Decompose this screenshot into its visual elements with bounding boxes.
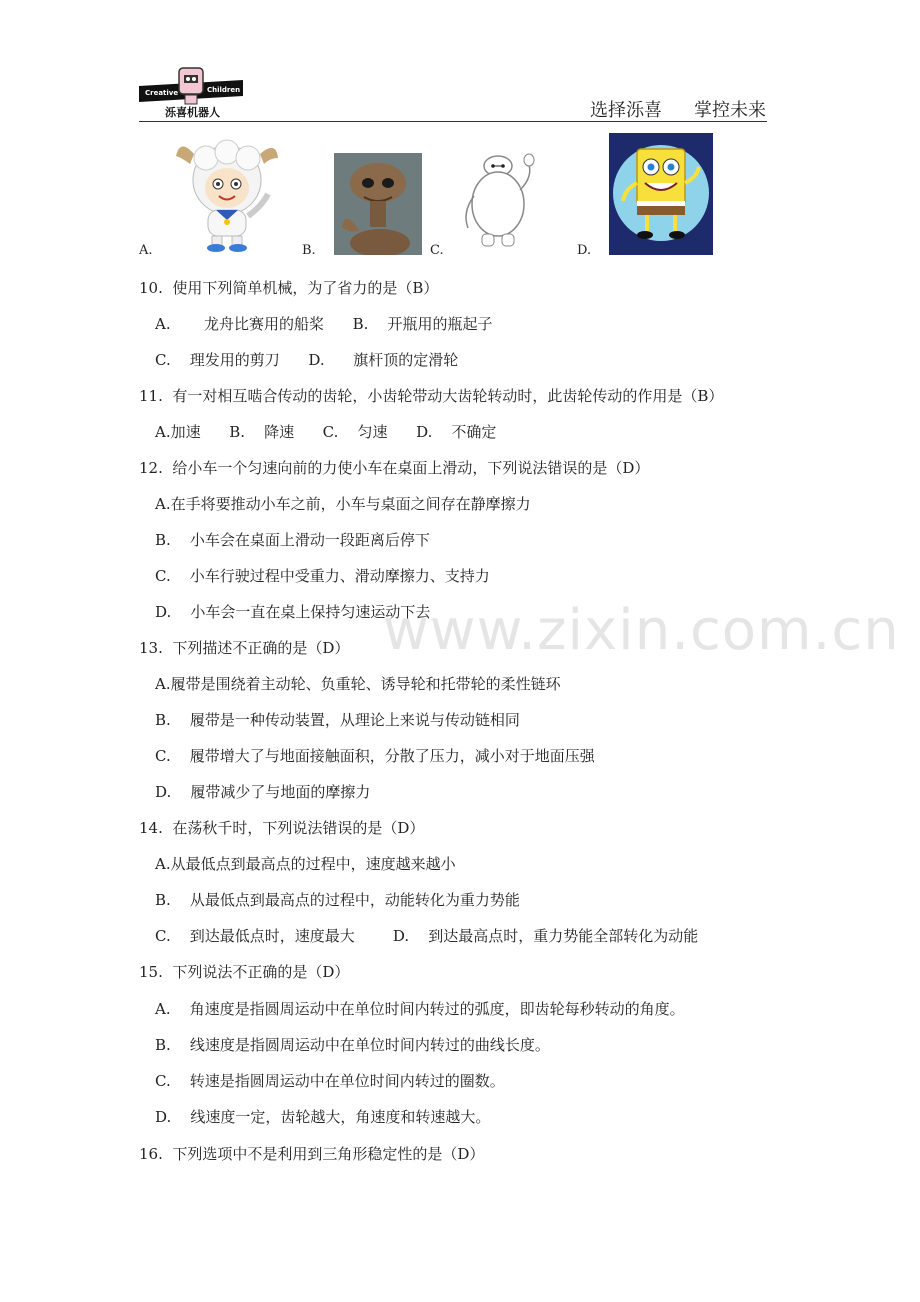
question-12-option-a: A.在手将要推动小车之前，小车与桌面之间存在静摩擦力 bbox=[155, 495, 531, 513]
cartoon-sheep-icon bbox=[172, 136, 282, 254]
question-15-option-d: D. 线速度一定，齿轮越大，角速度和转速越大。 bbox=[155, 1108, 491, 1126]
question-10-stem: 10. 使用下列简单机械，为了省力的是（B） bbox=[139, 279, 439, 297]
question-14-option-a: A.从最低点到最高点的过程中，速度越来越小 bbox=[155, 855, 456, 873]
logo-text-2: Children bbox=[207, 86, 241, 94]
question-10-option-line-1: A. 龙舟比赛用的船桨 B. 开瓶用的瓶起子 bbox=[155, 315, 493, 333]
question-14-stem: 14. 在荡秋千时，下列说法错误的是（D） bbox=[139, 819, 425, 837]
question-15-option-a: A. 角速度是指圆周运动中在单位时间内转过的弧度，即齿轮每秒转动的角度。 bbox=[155, 1000, 685, 1018]
image-option-letter-d: D. bbox=[577, 243, 592, 258]
robot-logo-icon bbox=[139, 66, 243, 120]
question-11-option-line-1: A.加速 B. 降速 C. 匀速 D. 不确定 bbox=[155, 423, 497, 441]
question-14-option-cd: C. 到达最低点时，速度最大 D. 到达最高点时，重力势能全部转化为动能 bbox=[155, 927, 699, 945]
sponge-character-icon bbox=[609, 133, 713, 255]
question-12-stem: 12. 给小车一个匀速向前的力使小车在桌面上滑动，下列说法错误的是（D） bbox=[139, 459, 650, 477]
image-option-letter-a: A. bbox=[139, 243, 153, 258]
motto-right: 掌控未来 bbox=[694, 100, 766, 121]
question-13-option-b: B. 履带是一种传动装置，从理论上来说与传动链相同 bbox=[155, 711, 520, 729]
logo-text-cn: 泺喜机器人 bbox=[165, 106, 220, 119]
question-12-option-d: D. 小车会一直在桌上保持匀速运动下去 bbox=[155, 603, 431, 621]
image-option-letter-c: C. bbox=[430, 243, 444, 258]
question-15-stem: 15. 下列说法不正确的是（D） bbox=[139, 963, 350, 981]
motto-left: 选择泺喜 bbox=[590, 100, 662, 121]
question-14-option-b: B. 从最低点到最高点的过程中，动能转化为重力势能 bbox=[155, 891, 520, 909]
image-option-d bbox=[609, 133, 713, 255]
question-16-stem: 16. 下列选项中不是利用到三角形稳定性的是（D） bbox=[139, 1145, 485, 1163]
question-11-stem: 11. 有一对相互啮合传动的齿轮，小齿轮带动大齿轮转动时，此齿轮传动的作用是（B） bbox=[139, 387, 724, 405]
image-option-a bbox=[172, 136, 282, 254]
image-option-letter-b: B. bbox=[302, 243, 316, 258]
question-13-option-a: A.履带是围绕着主动轮、负重轮、诱导轮和托带轮的柔性链环 bbox=[155, 675, 561, 693]
question-15-option-c: C. 转速是指圆周运动中在单位时间内转过的圈数。 bbox=[155, 1072, 505, 1090]
question-12-option-b: B. 小车会在桌面上滑动一段距离后停下 bbox=[155, 531, 430, 549]
watermark-text: www.zixin.com.cn bbox=[383, 598, 900, 663]
question-13-option-c: C. 履带增大了与地面接触面积，分散了压力，减小对于地面压强 bbox=[155, 747, 595, 765]
header-logo bbox=[139, 66, 243, 120]
question-13-option-d: D. 履带减少了与地面的摩擦力 bbox=[155, 783, 371, 801]
white-robot-icon bbox=[458, 150, 546, 250]
question-13-stem: 13. 下列描述不正确的是（D） bbox=[139, 639, 350, 657]
image-option-c bbox=[458, 150, 546, 250]
question-12-option-c: C. 小车行驶过程中受重力、滑动摩擦力、支持力 bbox=[155, 567, 490, 585]
et-alien-icon bbox=[334, 153, 422, 255]
header-divider bbox=[139, 121, 767, 122]
question-15-option-b: B. 线速度是指圆周运动中在单位时间内转过的曲线长度。 bbox=[155, 1036, 550, 1054]
question-10-option-line-2: C. 理发用的剪刀 D. 旗杆顶的定滑轮 bbox=[155, 351, 459, 369]
logo-text-1: Creative bbox=[145, 89, 179, 97]
image-option-b bbox=[334, 153, 422, 255]
